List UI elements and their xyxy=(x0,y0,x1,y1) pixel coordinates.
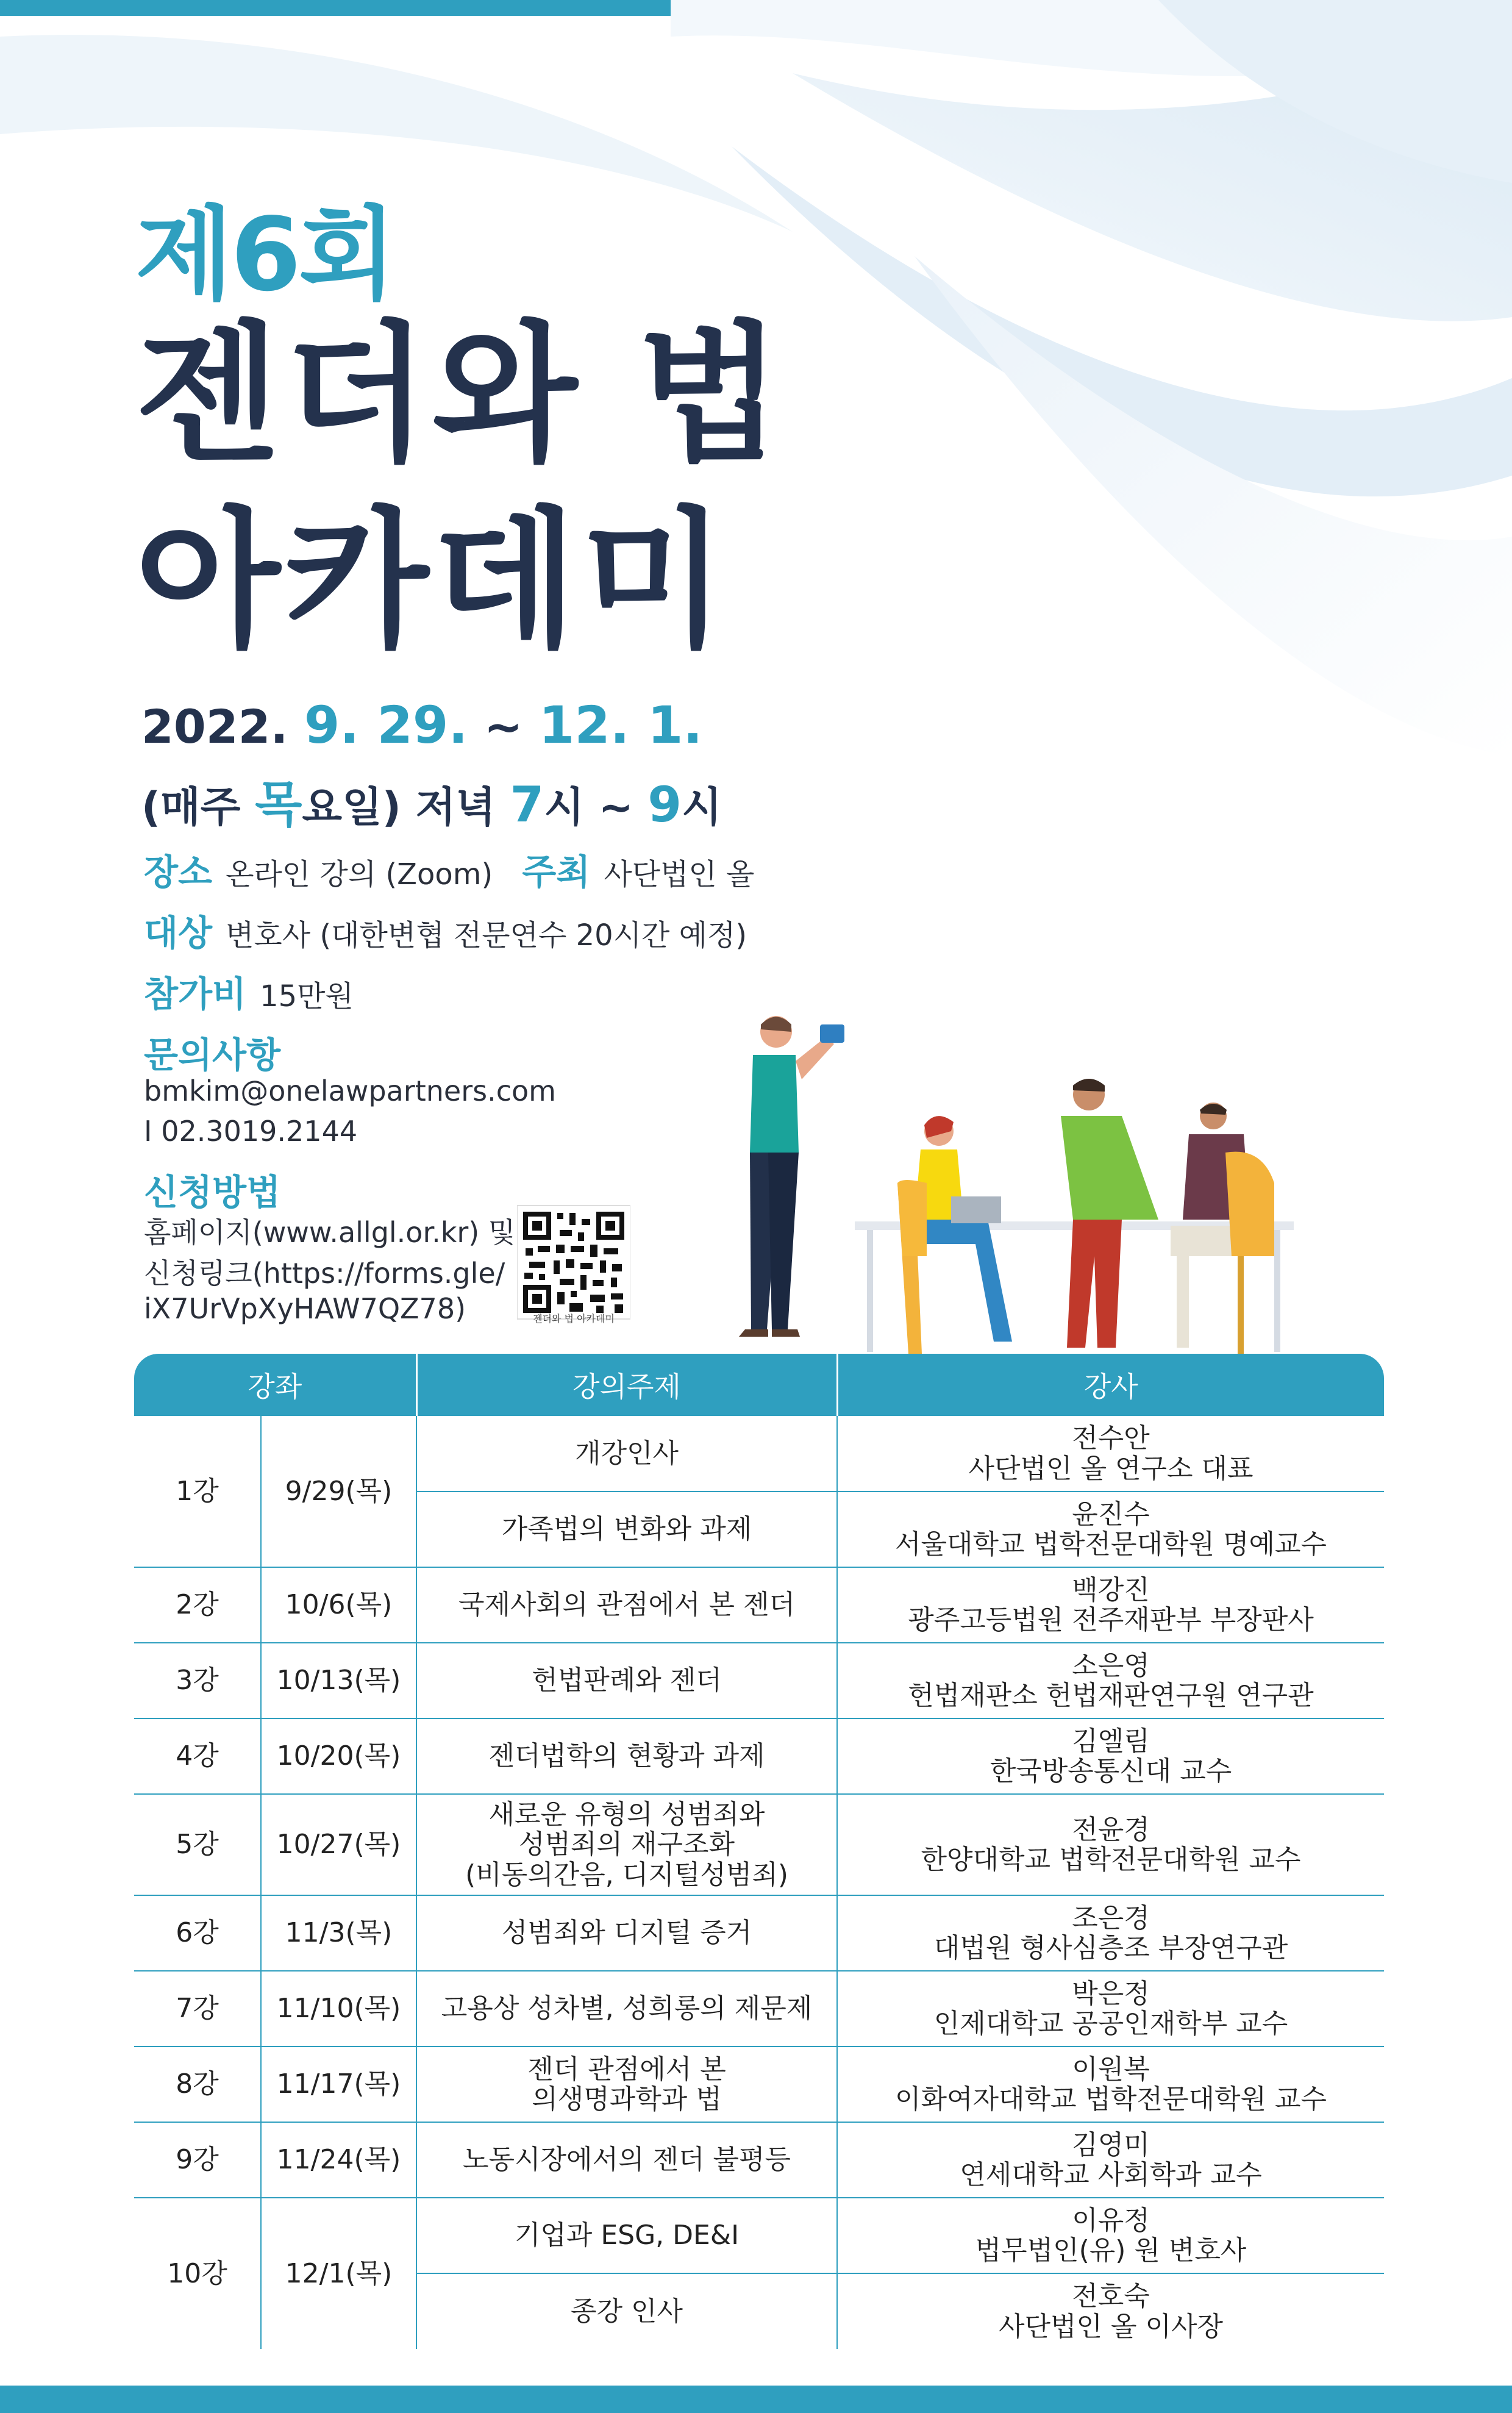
audience-label: 대상 xyxy=(144,912,213,954)
course-number: 1강 xyxy=(134,1416,261,1567)
topic-line: 새로운 유형의 성범죄와 xyxy=(488,1799,765,1831)
lecturer-name: 조은경 xyxy=(1072,1902,1150,1934)
lecturer-name: 소은영 xyxy=(1072,1650,1150,1681)
course-topic: 고용상 성차별, 성희롱의 제문제 xyxy=(416,1971,837,2047)
course-topic: 종강 인사 xyxy=(416,2273,837,2349)
course-topic: 개강인사 xyxy=(416,1416,837,1492)
fee-value: 15만원 xyxy=(260,979,354,1013)
qr-code-icon[interactable] xyxy=(517,1195,630,1329)
course-lecturer xyxy=(837,2047,1384,2122)
fee-row xyxy=(144,965,354,1017)
course-date: 10/27(목) xyxy=(261,1794,416,1895)
lecturer-affiliation: 사단법인 올 이사장 xyxy=(998,2311,1223,2342)
course-date: 9/29(목) xyxy=(261,1416,416,1567)
venue-host-row xyxy=(144,843,754,895)
course-date: 11/10(목) xyxy=(261,1971,416,2047)
lecturer-name: 전윤경 xyxy=(1072,1814,1150,1845)
header-lecturer: 강사 xyxy=(837,1354,1384,1416)
header-topic: 강의주제 xyxy=(416,1354,837,1416)
table-row xyxy=(134,1971,1384,2047)
contact-email[interactable]: bmkim@onelawpartners.com xyxy=(144,1074,556,1107)
lecturer-affiliation: 연세대학교 사회학과 교수 xyxy=(960,2159,1262,2190)
start-hour: 7 xyxy=(510,776,544,833)
topic-line: 성범죄의 재구조화 xyxy=(518,1829,735,1861)
host-value: 사단법인 올 xyxy=(604,857,755,892)
contact-label: 문의사항 xyxy=(144,1034,281,1076)
course-number: 6강 xyxy=(134,1895,261,1971)
hour-unit: 시 xyxy=(682,784,722,832)
apply-line-3[interactable]: iX7UrVpXyHAW7QZ78) xyxy=(144,1292,466,1325)
course-lecturer xyxy=(837,1718,1384,1794)
year: 2022. xyxy=(141,699,288,754)
host-label: 주최 xyxy=(522,851,591,893)
contact-heading xyxy=(144,1026,294,1078)
table-row xyxy=(134,1895,1384,1971)
edition-label: 제6회 xyxy=(135,196,394,314)
table-row xyxy=(134,1718,1384,1794)
start-date: 9. 29. xyxy=(304,695,468,755)
lecturer-affiliation: 한국방송통신대 교수 xyxy=(990,1756,1232,1787)
table-row xyxy=(134,2198,1384,2273)
bottom-accent-bar xyxy=(0,2386,1512,2413)
course-topic: 노동시장에서의 젠더 불평등 xyxy=(416,2122,837,2198)
audience-row xyxy=(144,904,747,956)
course-topic: 성범죄와 디지털 증거 xyxy=(416,1895,837,1971)
page-title-line1: 젠더와 법 xyxy=(135,308,786,482)
course-lecturer xyxy=(837,1416,1384,1492)
lecturer-name: 박은정 xyxy=(1072,1978,1150,2009)
lecturer-affiliation: 인제대학교 공공인재학부 교수 xyxy=(933,2008,1288,2039)
course-number: 7강 xyxy=(134,1971,261,2047)
schedule-day-suffix: 요일) xyxy=(302,784,401,832)
course-date: 12/1(목) xyxy=(261,2198,416,2349)
venue-value: 온라인 강의 (Zoom) xyxy=(226,857,493,892)
lecturer-affiliation: 법무법인(유) 원 변호사 xyxy=(975,2235,1247,2266)
table-row xyxy=(134,1794,1384,1895)
course-date: 10/6(목) xyxy=(261,1567,416,1643)
course-date: 11/3(목) xyxy=(261,1895,416,1971)
table-row xyxy=(134,2047,1384,2122)
lecturer-name: 김영미 xyxy=(1072,2129,1150,2161)
course-topic: 헌법판례와 젠더 xyxy=(416,1643,837,1718)
course-lecturer xyxy=(837,1794,1384,1895)
course-number: 8강 xyxy=(134,2047,261,2122)
course-number: 4강 xyxy=(134,1718,261,1794)
lecturer-name: 이유정 xyxy=(1072,2204,1150,2236)
date-separator: ~ xyxy=(483,699,523,754)
audience-value: 변호사 (대한변협 전문연수 20시간 예정) xyxy=(226,918,747,953)
lecturer-affiliation: 한양대학교 법학전문대학원 교수 xyxy=(921,1844,1301,1875)
hour-unit: 시 xyxy=(544,784,585,832)
weekly-schedule xyxy=(141,765,722,835)
date-range xyxy=(141,695,702,755)
schedule-time-prefix: 저녁 xyxy=(415,784,496,832)
course-date: 11/17(목) xyxy=(261,2047,416,2122)
people-working-illustration xyxy=(695,1000,1396,1360)
course-topic: 젠더법학의 현황과 과제 xyxy=(416,1718,837,1794)
course-date: 11/24(목) xyxy=(261,2122,416,2198)
course-date: 10/13(목) xyxy=(261,1643,416,1718)
course-topic xyxy=(416,2047,837,2122)
apply-label: 신청방법 xyxy=(144,1171,281,1213)
fee-label: 참가비 xyxy=(144,973,247,1015)
table-row xyxy=(134,1416,1384,1492)
time-separator: ~ xyxy=(598,784,633,832)
header-course: 강좌 xyxy=(134,1354,416,1416)
course-topic xyxy=(416,1794,837,1895)
venue-label: 장소 xyxy=(144,851,213,893)
course-lecturer xyxy=(837,2273,1384,2349)
lecturer-name: 윤진수 xyxy=(1072,1498,1150,1530)
lecturer-affiliation: 대법원 형사심층조 부장연구관 xyxy=(933,1932,1288,1964)
course-lecturer xyxy=(837,2198,1384,2273)
course-topic: 가족법의 변화와 과제 xyxy=(416,1492,837,1567)
lecture-schedule-table xyxy=(134,1354,1384,2349)
topic-line: (비동의간음, 디지털성범죄) xyxy=(465,1859,788,1890)
page-title-line2: 아카데미 xyxy=(135,494,730,668)
course-topic: 국제사회의 관점에서 본 젠더 xyxy=(416,1567,837,1643)
lecturer-affiliation: 이화여자대학교 법학전문대학원 교수 xyxy=(894,2084,1327,2115)
course-number: 5강 xyxy=(134,1794,261,1895)
course-number: 3강 xyxy=(134,1643,261,1718)
table-row xyxy=(134,2122,1384,2198)
lecturer-affiliation: 사단법인 올 연구소 대표 xyxy=(968,1453,1253,1484)
lecturer-affiliation: 헌법재판소 헌법재판연구원 연구관 xyxy=(908,1680,1314,1711)
lecturer-name: 전수안 xyxy=(1072,1423,1150,1454)
apply-line-2[interactable]: 신청링크(https://forms.gle/ xyxy=(144,1257,505,1290)
lecturer-name: 백강진 xyxy=(1072,1574,1150,1606)
end-hour: 9 xyxy=(647,776,682,833)
schedule-day: 목 xyxy=(255,776,302,833)
table-row xyxy=(134,1567,1384,1643)
course-topic: 기업과 ESG, DE&I xyxy=(416,2198,837,2273)
end-date: 12. 1. xyxy=(538,695,703,755)
lecturer-affiliation: 광주고등법원 전주재판부 부장판사 xyxy=(908,1604,1314,1635)
course-lecturer xyxy=(837,1567,1384,1643)
contact-phone: I 02.3019.2144 xyxy=(144,1115,358,1148)
topic-line: 젠더 관점에서 본 xyxy=(527,2053,726,2085)
course-number: 9강 xyxy=(134,2122,261,2198)
topic-line: 의생명과학과 법 xyxy=(532,2084,722,2115)
table-row xyxy=(134,1643,1384,1718)
course-number: 10강 xyxy=(167,2257,227,2289)
course-lecturer xyxy=(837,1895,1384,1971)
table-header-row xyxy=(134,1354,1384,1416)
qr-caption: 젠더와 법 아카데미 xyxy=(533,1313,615,1324)
apply-line-1[interactable]: 홈페이지(www.allgl.or.kr) 및 xyxy=(144,1216,516,1249)
lecturer-name: 김엘림 xyxy=(1072,1725,1150,1757)
course-lecturer xyxy=(837,2122,1384,2198)
lecturer-name: 전호숙 xyxy=(1072,2281,1150,2312)
course-date: 10/20(목) xyxy=(261,1718,416,1794)
course-lecturer xyxy=(837,1492,1384,1567)
lecturer-affiliation: 서울대학교 법학전문대학원 명예교수 xyxy=(894,1529,1327,1560)
course-lecturer xyxy=(837,1971,1384,2047)
apply-heading xyxy=(144,1164,294,1215)
course-number: 2강 xyxy=(134,1567,261,1643)
schedule-prefix: (매주 xyxy=(141,784,255,832)
course-lecturer xyxy=(837,1643,1384,1718)
lecturer-name: 이원복 xyxy=(1072,2053,1150,2085)
